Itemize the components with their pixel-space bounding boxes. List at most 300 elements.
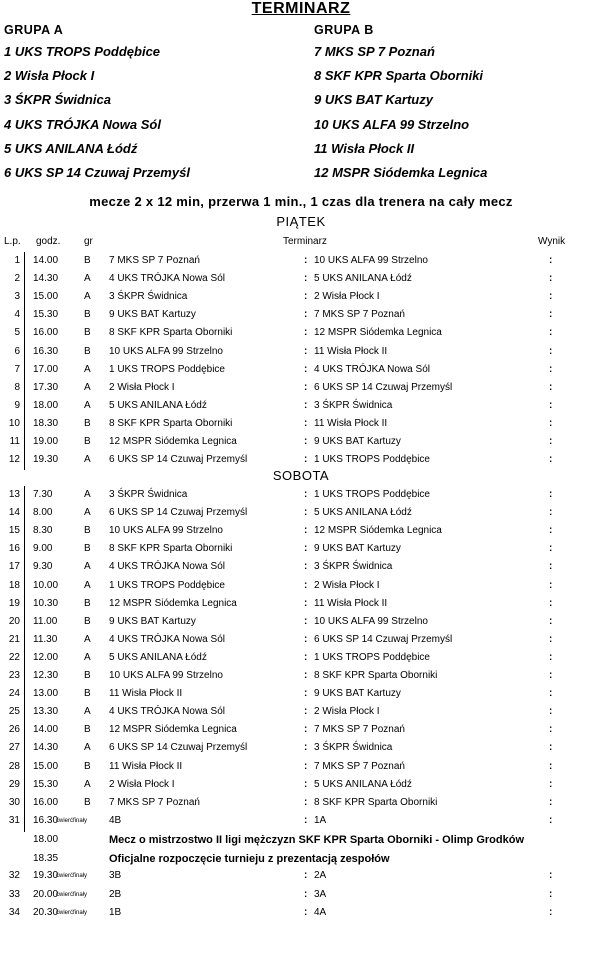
row-time: 10.30 [33, 597, 59, 609]
row-home-team: 6 UKS SP 14 Czuwaj Przemyśl [109, 454, 248, 466]
row-home-team: 10 UKS ALFA 99 Strzelno [109, 670, 223, 681]
table-row [0, 685, 602, 703]
row-group: B [84, 670, 91, 681]
row-away-team: 4 UKS TRÓJKA Nowa Sól [314, 363, 430, 375]
row-time: 8.00 [33, 507, 53, 519]
table-row [0, 522, 602, 540]
row-group: B [84, 543, 91, 555]
row-result: : [549, 688, 553, 700]
row-group: B [84, 525, 91, 537]
row-separator: : [304, 255, 308, 266]
row-result: : [549, 633, 553, 645]
row-time: 20.00 [33, 888, 59, 900]
row-time: 16.30 [33, 814, 59, 826]
row-away-team: 2A [314, 870, 327, 881]
row-time: 10.00 [33, 579, 59, 591]
row-number: 18 [8, 579, 20, 591]
row-time: 16.00 [33, 327, 59, 339]
row-separator: : [304, 651, 308, 663]
table-row [0, 867, 602, 885]
table-row [0, 379, 602, 397]
row-result: : [549, 436, 553, 447]
group-b-team: 11 Wisła Płock II [314, 140, 415, 156]
table-header [0, 236, 602, 250]
row-time: 15.00 [33, 760, 59, 772]
group-b-team: 12 MSPR Siódemka Legnica [314, 164, 488, 180]
table-row [0, 397, 602, 415]
row-home-team: 3 ŚKPR Świdnica [109, 489, 188, 500]
row-away-team: 2 Wisła Płock I [314, 579, 380, 591]
row-home-team: 12 MSPR Siódemka Legnica [109, 597, 237, 609]
row-away-team: 8 SKF KPR Sparta Oborniki [314, 796, 438, 808]
row-time: 13.30 [33, 706, 59, 718]
row-away-team: 3 ŚKPR Świdnica [314, 561, 393, 573]
row-separator: : [304, 327, 308, 339]
row-away-team: 12 MSPR Siódemka Legnica [314, 327, 442, 339]
row-result: : [549, 670, 553, 681]
group-a-team: 4 UKS TRÓJKA Nowa Sól [4, 116, 161, 132]
row-number: 14 [8, 507, 20, 519]
row-group: A [84, 399, 91, 411]
row-separator: : [304, 561, 308, 573]
row-group: A [84, 579, 91, 591]
row-number: 27 [8, 742, 20, 754]
row-group: A [84, 381, 91, 393]
table-row [0, 486, 602, 504]
row-home-team: 2B [109, 888, 122, 900]
event-text: Mecz o mistrzostwo II ligi mężczyzn SKF KPR Sparta Oborniki - Olimp Grodków [109, 834, 525, 846]
row-time: 11.00 [33, 615, 58, 627]
table-row [0, 270, 602, 288]
row-time: 19.00 [33, 436, 59, 447]
row-time: 12.00 [33, 651, 59, 663]
row-away-team: 3A [314, 888, 327, 900]
row-time: 9.30 [33, 561, 53, 573]
page-title: TERMINARZ [251, 0, 351, 17]
col-group: gr [84, 236, 93, 247]
row-home-team: 4 UKS TRÓJKA Nowa Sól [109, 633, 225, 645]
row-group: B [84, 724, 91, 736]
col-fixture: Terminarz [283, 236, 327, 247]
row-number: 33 [8, 888, 20, 900]
row-home-team: 11 Wisła Płock II [109, 760, 183, 772]
row-group: A [84, 651, 91, 663]
row-home-team: 4 UKS TRÓJKA Nowa Sól [109, 706, 225, 718]
group-b-team: 7 MKS SP 7 Poznań [314, 44, 435, 59]
row-away-team: 7 MKS SP 7 Poznań [314, 309, 405, 321]
row-group: B [84, 615, 91, 627]
row-number: 2 [14, 273, 20, 285]
row-number: 9 [14, 399, 20, 411]
row-separator: : [304, 309, 308, 321]
event-row [0, 831, 602, 849]
row-result: : [549, 561, 553, 573]
row-time: 14.00 [33, 255, 59, 266]
table-row [0, 595, 602, 613]
table-row [0, 415, 602, 433]
row-home-team: 3B [109, 870, 122, 881]
row-group: B [84, 255, 91, 266]
row-number: 31 [8, 814, 20, 826]
row-separator: : [304, 525, 308, 537]
row-home-team: 5 UKS ANILANA Łódź [109, 399, 207, 411]
row-away-team: 3 ŚKPR Świdnica [314, 742, 393, 754]
table-row [0, 288, 602, 306]
row-stage-tag: ćwierćfinały [56, 910, 88, 916]
row-separator: : [304, 796, 308, 808]
row-away-team: 12 MSPR Siódemka Legnica [314, 525, 442, 537]
row-time: 13.00 [33, 688, 59, 700]
event-text: Oficjalne rozpoczęcie turnieju z prezentacją zespołów [109, 853, 390, 865]
row-separator: : [304, 291, 308, 303]
row-away-team: 11 Wisła Płock II [314, 417, 388, 429]
row-time: 19.30 [33, 870, 59, 881]
row-group: B [84, 436, 91, 447]
row-separator: : [304, 778, 308, 790]
row-group: B [84, 796, 91, 808]
row-home-team: 2 Wisła Płock I [109, 778, 175, 790]
row-number: 22 [8, 651, 20, 663]
row-group: B [84, 597, 91, 609]
row-group: A [84, 489, 91, 500]
row-time: 17.00 [33, 363, 59, 375]
table-row [0, 433, 602, 451]
match-rules: mecze 2 x 12 min, przerwa 1 min., 1 czas dla trenera na cały mecz [89, 194, 513, 209]
row-number: 4 [14, 309, 20, 321]
row-home-team: 5 UKS ANILANA Łódź [109, 651, 207, 663]
row-number: 26 [8, 724, 20, 736]
row-result: : [549, 327, 553, 339]
table-row [0, 904, 602, 922]
row-result: : [549, 796, 553, 808]
row-separator: : [304, 670, 308, 681]
row-result: : [549, 814, 553, 826]
row-time: 14.30 [33, 742, 59, 754]
row-result: : [549, 291, 553, 303]
group-b-header: GRUPA B [314, 23, 374, 37]
event-time: 18.35 [33, 853, 59, 864]
row-group: B [84, 345, 91, 357]
row-home-team: 10 UKS ALFA 99 Strzelno [109, 345, 223, 357]
row-separator: : [304, 345, 308, 357]
row-separator: : [304, 724, 308, 736]
row-result: : [549, 760, 553, 772]
row-separator: : [304, 760, 308, 772]
row-time: 15.30 [33, 309, 59, 321]
row-home-team: 8 SKF KPR Sparta Oborniki [109, 417, 233, 429]
row-result: : [549, 888, 553, 900]
row-separator: : [304, 454, 308, 466]
row-away-team: 9 UKS BAT Kartuzy [314, 436, 401, 447]
row-away-team: 11 Wisła Płock II [314, 597, 388, 609]
row-home-team: 9 UKS BAT Kartuzy [109, 309, 196, 321]
row-number: 17 [8, 561, 20, 573]
row-group: A [84, 454, 91, 466]
row-result: : [549, 273, 553, 285]
table-row [0, 812, 602, 830]
row-home-team: 10 UKS ALFA 99 Strzelno [109, 525, 223, 537]
group-a [4, 20, 294, 185]
row-group: A [84, 742, 91, 754]
row-separator: : [304, 688, 308, 700]
row-number: 20 [8, 615, 20, 627]
row-group: B [84, 688, 91, 700]
row-home-team: 2 Wisła Płock I [109, 381, 175, 393]
row-result: : [549, 525, 553, 537]
row-result: : [549, 597, 553, 609]
row-number: 11 [9, 436, 20, 447]
table-row [0, 721, 602, 739]
row-away-team: 8 SKF KPR Sparta Oborniki [314, 670, 438, 681]
row-time: 14.00 [33, 724, 59, 736]
row-result: : [549, 778, 553, 790]
row-separator: : [304, 742, 308, 754]
row-separator: : [304, 615, 308, 627]
row-home-team: 8 SKF KPR Sparta Oborniki [109, 327, 233, 339]
table-row [0, 613, 602, 631]
row-number: 3 [14, 291, 20, 303]
row-time: 14.30 [33, 273, 59, 285]
row-time: 15.30 [33, 778, 59, 790]
row-separator: : [304, 417, 308, 429]
row-home-team: 12 MSPR Siódemka Legnica [109, 724, 237, 736]
row-separator: : [304, 907, 308, 918]
row-number: 7 [14, 363, 20, 375]
group-b [314, 20, 602, 185]
table-row [0, 703, 602, 721]
row-result: : [549, 489, 553, 500]
row-away-team: 7 MKS SP 7 Poznań [314, 760, 405, 772]
group-a-team: 2 Wisła Płock I [4, 68, 95, 84]
row-time: 15.00 [33, 291, 59, 303]
row-time: 17.30 [33, 381, 59, 393]
table-row [0, 577, 602, 595]
row-result: : [549, 255, 553, 266]
row-home-team: 7 MKS SP 7 Poznań [109, 255, 200, 266]
row-home-team: 4B [109, 814, 122, 826]
row-separator: : [304, 543, 308, 555]
group-b-team: 8 SKF KPR Sparta Oborniki [314, 68, 484, 84]
row-result: : [549, 615, 553, 627]
row-number: 28 [8, 760, 20, 772]
table-row [0, 451, 602, 469]
table-row [0, 631, 602, 649]
row-time: 18.00 [33, 399, 59, 411]
row-result: : [549, 454, 553, 466]
row-away-team: 5 UKS ANILANA Łódź [314, 273, 412, 285]
row-away-team: 5 UKS ANILANA Łódź [314, 507, 412, 519]
row-group: A [84, 507, 91, 519]
row-group: B [84, 327, 91, 339]
col-time: godz. [36, 236, 61, 247]
row-result: : [549, 870, 553, 881]
day-heading-saturday: SOBOTA [272, 468, 330, 483]
row-home-team: 6 UKS SP 14 Czuwaj Przemyśl [109, 507, 248, 519]
row-time: 12.30 [33, 670, 59, 681]
row-number: 10 [8, 417, 20, 429]
row-result: : [549, 651, 553, 663]
row-separator: : [304, 706, 308, 718]
row-result: : [549, 742, 553, 754]
row-home-team: 4 UKS TRÓJKA Nowa Sól [109, 273, 225, 285]
row-time: 9.00 [33, 543, 53, 555]
row-home-team: 1 UKS TROPS Poddębice [109, 579, 225, 591]
row-result: : [549, 417, 553, 429]
row-time: 20.30 [33, 907, 59, 918]
row-number: 34 [8, 907, 20, 918]
table-row [0, 794, 602, 812]
row-away-team: 1 UKS TROPS Poddębice [314, 489, 430, 500]
row-separator: : [304, 399, 308, 411]
row-away-team: 4A [314, 907, 327, 918]
row-separator: : [304, 381, 308, 393]
row-result: : [549, 381, 553, 393]
row-away-team: 2 Wisła Płock I [314, 291, 380, 303]
row-separator: : [304, 814, 308, 826]
row-away-team: 1 UKS TROPS Poddębice [314, 454, 430, 466]
day-heading-friday: PIĄTEK [276, 214, 326, 229]
row-home-team: 12 MSPR Siódemka Legnica [109, 436, 237, 447]
row-away-team: 9 UKS BAT Kartuzy [314, 543, 401, 555]
row-group: A [84, 778, 91, 790]
row-home-team: 1 UKS TROPS Poddębice [109, 363, 225, 375]
row-number: 13 [8, 489, 20, 500]
group-b-team: 10 UKS ALFA 99 Strzelno [314, 116, 470, 132]
row-away-team: 6 UKS SP 14 Czuwaj Przemyśl [314, 633, 453, 645]
row-separator: : [304, 888, 308, 900]
table-row [0, 739, 602, 757]
row-time: 11.30 [33, 633, 58, 645]
col-result: Wynik [538, 236, 566, 247]
row-home-team: 4 UKS TRÓJKA Nowa Sól [109, 561, 225, 573]
row-time: 16.00 [33, 796, 59, 808]
table-row [0, 776, 602, 794]
table-row [0, 343, 602, 361]
row-home-team: 9 UKS BAT Kartuzy [109, 615, 196, 627]
row-away-team: 5 UKS ANILANA Łódź [314, 778, 412, 790]
row-result: : [549, 543, 553, 555]
row-away-team: 1 UKS TROPS Poddębice [314, 651, 430, 663]
row-number: 19 [8, 597, 20, 609]
row-away-team: 3 ŚKPR Świdnica [314, 399, 393, 411]
row-separator: : [304, 633, 308, 645]
row-result: : [549, 507, 553, 519]
row-number: 32 [8, 870, 20, 881]
row-time: 18.30 [33, 417, 59, 429]
row-number: 29 [8, 778, 20, 790]
table-row [0, 667, 602, 685]
col-lp: L.p. [4, 236, 21, 247]
row-home-team: 7 MKS SP 7 Poznań [109, 796, 200, 808]
row-away-team: 11 Wisła Płock II [314, 345, 388, 357]
table-row [0, 252, 602, 270]
row-number: 23 [8, 670, 20, 681]
table-row [0, 758, 602, 776]
table-divider [24, 252, 25, 470]
group-a-team: 5 UKS ANILANA Łódź [4, 140, 138, 156]
row-time: 7.30 [33, 489, 53, 500]
row-group: A [84, 706, 91, 718]
row-number: 15 [8, 525, 20, 537]
row-away-team: 7 MKS SP 7 Poznań [314, 724, 405, 736]
row-group: A [84, 561, 91, 573]
table-row [0, 558, 602, 576]
row-stage-tag: ćwierćfinały [56, 817, 88, 824]
row-group: B [84, 417, 91, 429]
table-row [0, 649, 602, 667]
row-home-team: 6 UKS SP 14 Czuwaj Przemyśl [109, 742, 248, 754]
group-a-team: 1 UKS TROPS Poddębice [4, 44, 161, 59]
row-number: 5 [14, 327, 20, 339]
row-away-team: 10 UKS ALFA 99 Strzelno [314, 255, 428, 266]
group-b-team: 9 UKS BAT Kartuzy [314, 92, 433, 108]
row-result: : [549, 724, 553, 736]
row-number: 24 [8, 688, 20, 700]
table-row [0, 886, 602, 904]
row-away-team: 6 UKS SP 14 Czuwaj Przemyśl [314, 381, 453, 393]
row-time: 16.30 [33, 345, 59, 357]
row-number: 12 [8, 454, 20, 466]
event-row [0, 850, 602, 868]
row-home-team: 3 ŚKPR Świdnica [109, 291, 188, 303]
row-number: 25 [8, 706, 20, 718]
row-time: 8.30 [33, 525, 53, 537]
table-row [0, 540, 602, 558]
row-result: : [549, 363, 553, 375]
row-time: 19.30 [33, 454, 59, 466]
row-number: 21 [8, 633, 20, 645]
row-result: : [549, 309, 553, 321]
row-away-team: 9 UKS BAT Kartuzy [314, 688, 401, 700]
row-separator: : [304, 436, 308, 447]
row-number: 1 [14, 255, 20, 266]
row-separator: : [304, 870, 308, 881]
row-separator: : [304, 507, 308, 519]
row-group: B [84, 760, 91, 772]
row-separator: : [304, 273, 308, 285]
group-a-header: GRUPA A [4, 23, 64, 37]
row-group: A [84, 363, 91, 375]
row-away-team: 2 Wisła Płock I [314, 706, 380, 718]
row-group: A [84, 633, 91, 645]
row-number: 8 [14, 381, 20, 393]
row-away-team: 10 UKS ALFA 99 Strzelno [314, 615, 428, 627]
row-home-team: 1B [109, 907, 122, 918]
row-home-team: 8 SKF KPR Sparta Oborniki [109, 543, 233, 555]
table-row [0, 361, 602, 379]
row-result: : [549, 706, 553, 718]
event-time: 18.00 [33, 834, 59, 845]
group-a-team: 6 UKS SP 14 Czuwaj Przemyśl [4, 164, 190, 180]
group-a-team: 3 ŚKPR Świdnica [4, 92, 111, 108]
table-row [0, 306, 602, 324]
row-number: 6 [14, 345, 20, 357]
table-row [0, 324, 602, 342]
row-separator: : [304, 363, 308, 375]
table-divider [24, 486, 25, 832]
row-result: : [549, 907, 553, 918]
table-row [0, 504, 602, 522]
row-number: 30 [8, 796, 20, 808]
row-group: B [84, 309, 91, 321]
row-result: : [549, 399, 553, 411]
row-result: : [549, 579, 553, 591]
row-separator: : [304, 489, 308, 500]
row-group: A [84, 291, 91, 303]
row-group: A [84, 273, 91, 285]
row-result: : [549, 345, 553, 357]
row-number: 16 [8, 543, 20, 555]
